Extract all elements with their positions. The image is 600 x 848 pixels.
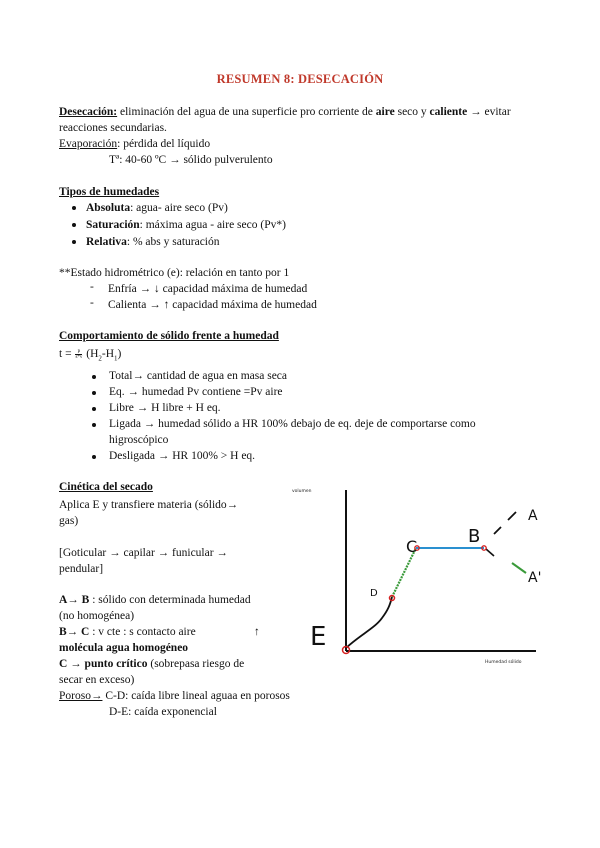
dash-icon: - <box>90 297 94 309</box>
x-axis-label: Humedad sólido <box>485 660 522 665</box>
bullet-icon <box>72 240 76 244</box>
bullet-icon <box>92 391 96 395</box>
label-e: E <box>310 622 327 652</box>
cd-line-2: secar en exceso) <box>59 674 135 686</box>
ab-line: A→ B : sólido con determinada humedad <box>59 594 251 606</box>
curve-b-a2-green <box>512 563 526 573</box>
dash-icon: - <box>90 281 94 293</box>
bc-line: B→ C : v cte : s contacto aire <box>59 626 196 638</box>
formula: t = $\frac{p}{s*v}$ $(H_2-H_1)$ <box>59 348 122 363</box>
page-title: RESUMEN 8: DESECACIÓN <box>216 72 384 86</box>
cinetica-heading: Cinética del secado <box>59 481 153 493</box>
y-axis-label: volumen <box>292 489 312 494</box>
estado-item-enfria: Enfría → ↓ capacidad máxima de humedad <box>108 283 308 295</box>
label-c: C <box>406 537 418 556</box>
bullet-icon <box>72 223 76 227</box>
estado-item-calienta: Calienta → ↑ capacidad máxima de humedad <box>108 299 317 311</box>
curve-b-a-2 <box>508 512 516 520</box>
evaporacion-line: Evaporación: pérdida del líquido <box>59 138 211 150</box>
desecacion-line-2: reacciones secundarias. <box>59 122 167 134</box>
bullet-icon <box>72 206 76 210</box>
de-line: D-E: caída exponencial <box>109 706 217 718</box>
up-arrow-icon: ↑ <box>254 626 260 638</box>
cinetica-line-3: [Goticular → capilar → funicular → <box>59 547 228 559</box>
comp-item-ligada: Ligada → humedad sólido a HR 100% debajo de eq. deje de comportarse como <box>109 418 476 430</box>
comp-item-desligada: Desligada → HR 100% > H eq. <box>109 450 256 462</box>
label-a: A <box>528 508 538 524</box>
bc-line-2: molécula agua homogéneo <box>59 642 189 654</box>
cd-line: C → punto crítico (sobrepasa riesgo de <box>59 658 245 670</box>
poroso-line: Poroso→ C-D: caída libre lineal aguaa en porosos <box>59 690 290 702</box>
comp-item-eq: Eq. → humedad Pv contiene =Pv aire <box>109 386 283 398</box>
drying-curve-diagram <box>280 480 580 680</box>
tipo-absoluta: Absoluta: agua- aire seco (Pv) <box>86 202 228 214</box>
estado-line: **Estado hidrométrico (e): relación en tanto por 1 <box>59 267 290 279</box>
tipo-saturacion: Saturación: máxima agua - aire seco (Pv*) <box>86 219 286 231</box>
bullet-icon <box>92 407 96 411</box>
formula-fraction: $\frac{p}{s*v}$ <box>75 348 83 360</box>
ab-line-2: (no homogénea) <box>59 610 135 622</box>
comportamiento-heading: Comportamiento de sólido frente a humedad <box>59 330 279 342</box>
comp-item-ligada-cont: higroscópico <box>109 434 169 446</box>
desecacion-term: Desecación: <box>59 106 118 118</box>
comp-item-libre: Libre → H libre + H eq. <box>109 402 221 414</box>
label-a-prime: A' <box>528 570 542 586</box>
bullet-icon <box>92 375 96 379</box>
cinetica-line-1: Aplica E y transfiere materia (sólido→ <box>59 499 239 511</box>
tipo-relativa: Relativa: % abs y saturación <box>86 236 220 248</box>
label-d: D <box>370 588 378 599</box>
cinetica-line-2: gas) <box>59 515 79 527</box>
label-b: B <box>468 526 481 547</box>
curve-b-a2-black <box>486 549 494 556</box>
curve-e-d <box>346 597 392 648</box>
comp-item-total: Total→ cantidad de agua en masa seca <box>109 370 288 382</box>
curve-b-a-1 <box>494 527 501 534</box>
desecacion-line-1: Desecación: eliminación del agua de una superficie pro corriente de aire seco y caliente → evitar <box>59 106 511 118</box>
bullet-icon <box>92 423 96 427</box>
cinetica-line-4: pendular] <box>59 563 104 575</box>
bullet-icon <box>92 455 96 459</box>
temperature-line: Tª: 40-60 ºC → sólido pulverulento <box>109 154 273 166</box>
tipos-heading: Tipos de humedades <box>59 186 160 198</box>
